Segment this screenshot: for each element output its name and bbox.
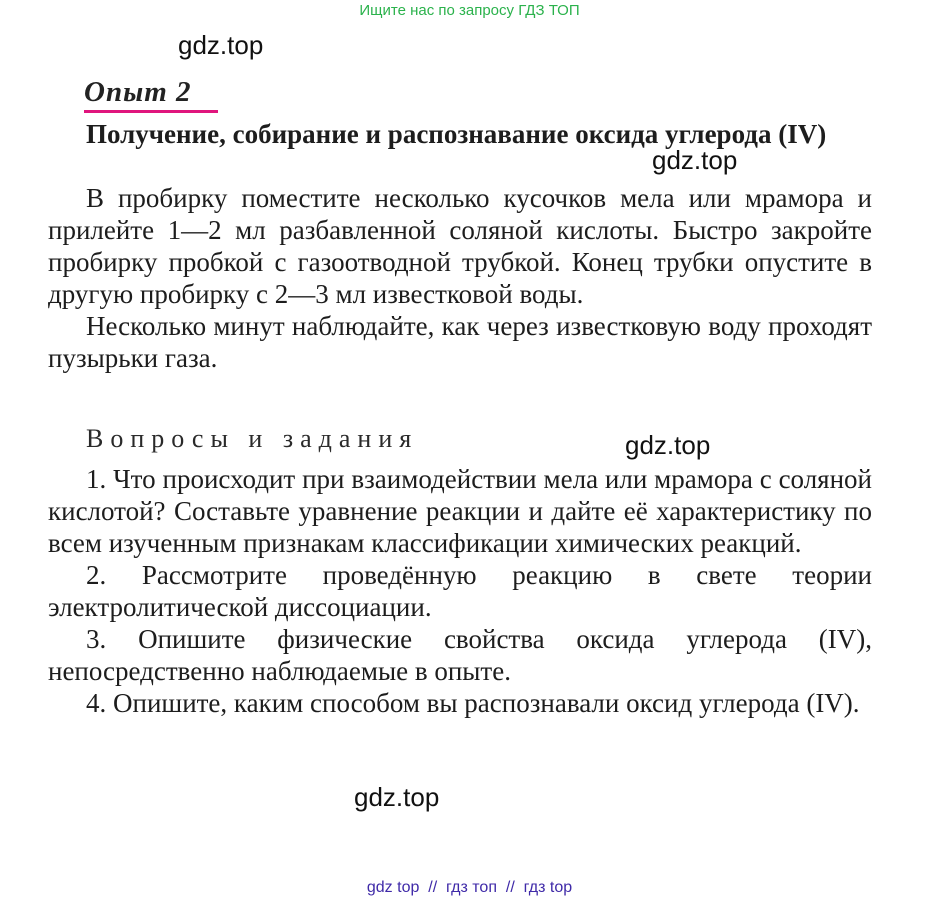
footer-links: gdz top // гдз топ // гдз top [366, 879, 573, 896]
question-item: 2. Рассмотрите проведённую реакцию в свете теории электролитической диссоциации. [48, 560, 872, 622]
question-item: 3. Опишите физические свойства оксида углерода (IV), непосредственно наблюдаемые в опыте. [48, 624, 872, 686]
questions-title: Вопросы и задания [86, 424, 419, 453]
question-item: 4. Опишите, каким способом вы распознавали оксид углерода (IV). [86, 688, 860, 718]
watermark: gdz.top [354, 782, 440, 812]
experiment-title-block [48, 118, 872, 150]
instruction-paragraph: В пробирку поместите несколько кусочков мела или мрамора и прилейте 1—2 мл разбавленной соляной кислоты. Быстро закройте пробирку пробкой с газоотводной трубкой. Конец трубки опустите в другую пробирку с 2—3 мл известковой воды. [48, 183, 872, 309]
experiment-heading: Опыт 2 [84, 76, 192, 108]
instruction-paragraph: Несколько минут наблюдайте, как через известковую воду проходят пузырьки газа. [48, 311, 872, 373]
top-banner: Ищите нас по запросу ГДЗ ТОП [359, 2, 580, 19]
question-item: 1. Что происходит при взаимодействии мела или мрамора с соляной кислотой? Составьте уравнение реакции и дайте её характеристику по всем изученным признакам классификации химических реакций. [48, 464, 872, 558]
watermark: gdz.top [178, 30, 264, 60]
watermark: gdz.top [652, 145, 738, 175]
questions-list [48, 463, 872, 719]
heading-underline [84, 110, 218, 113]
experiment-title: Получение, собирание и распознавание оксида углерода (IV) [86, 119, 827, 149]
watermark: gdz.top [625, 430, 711, 460]
experiment-instructions [48, 182, 872, 374]
